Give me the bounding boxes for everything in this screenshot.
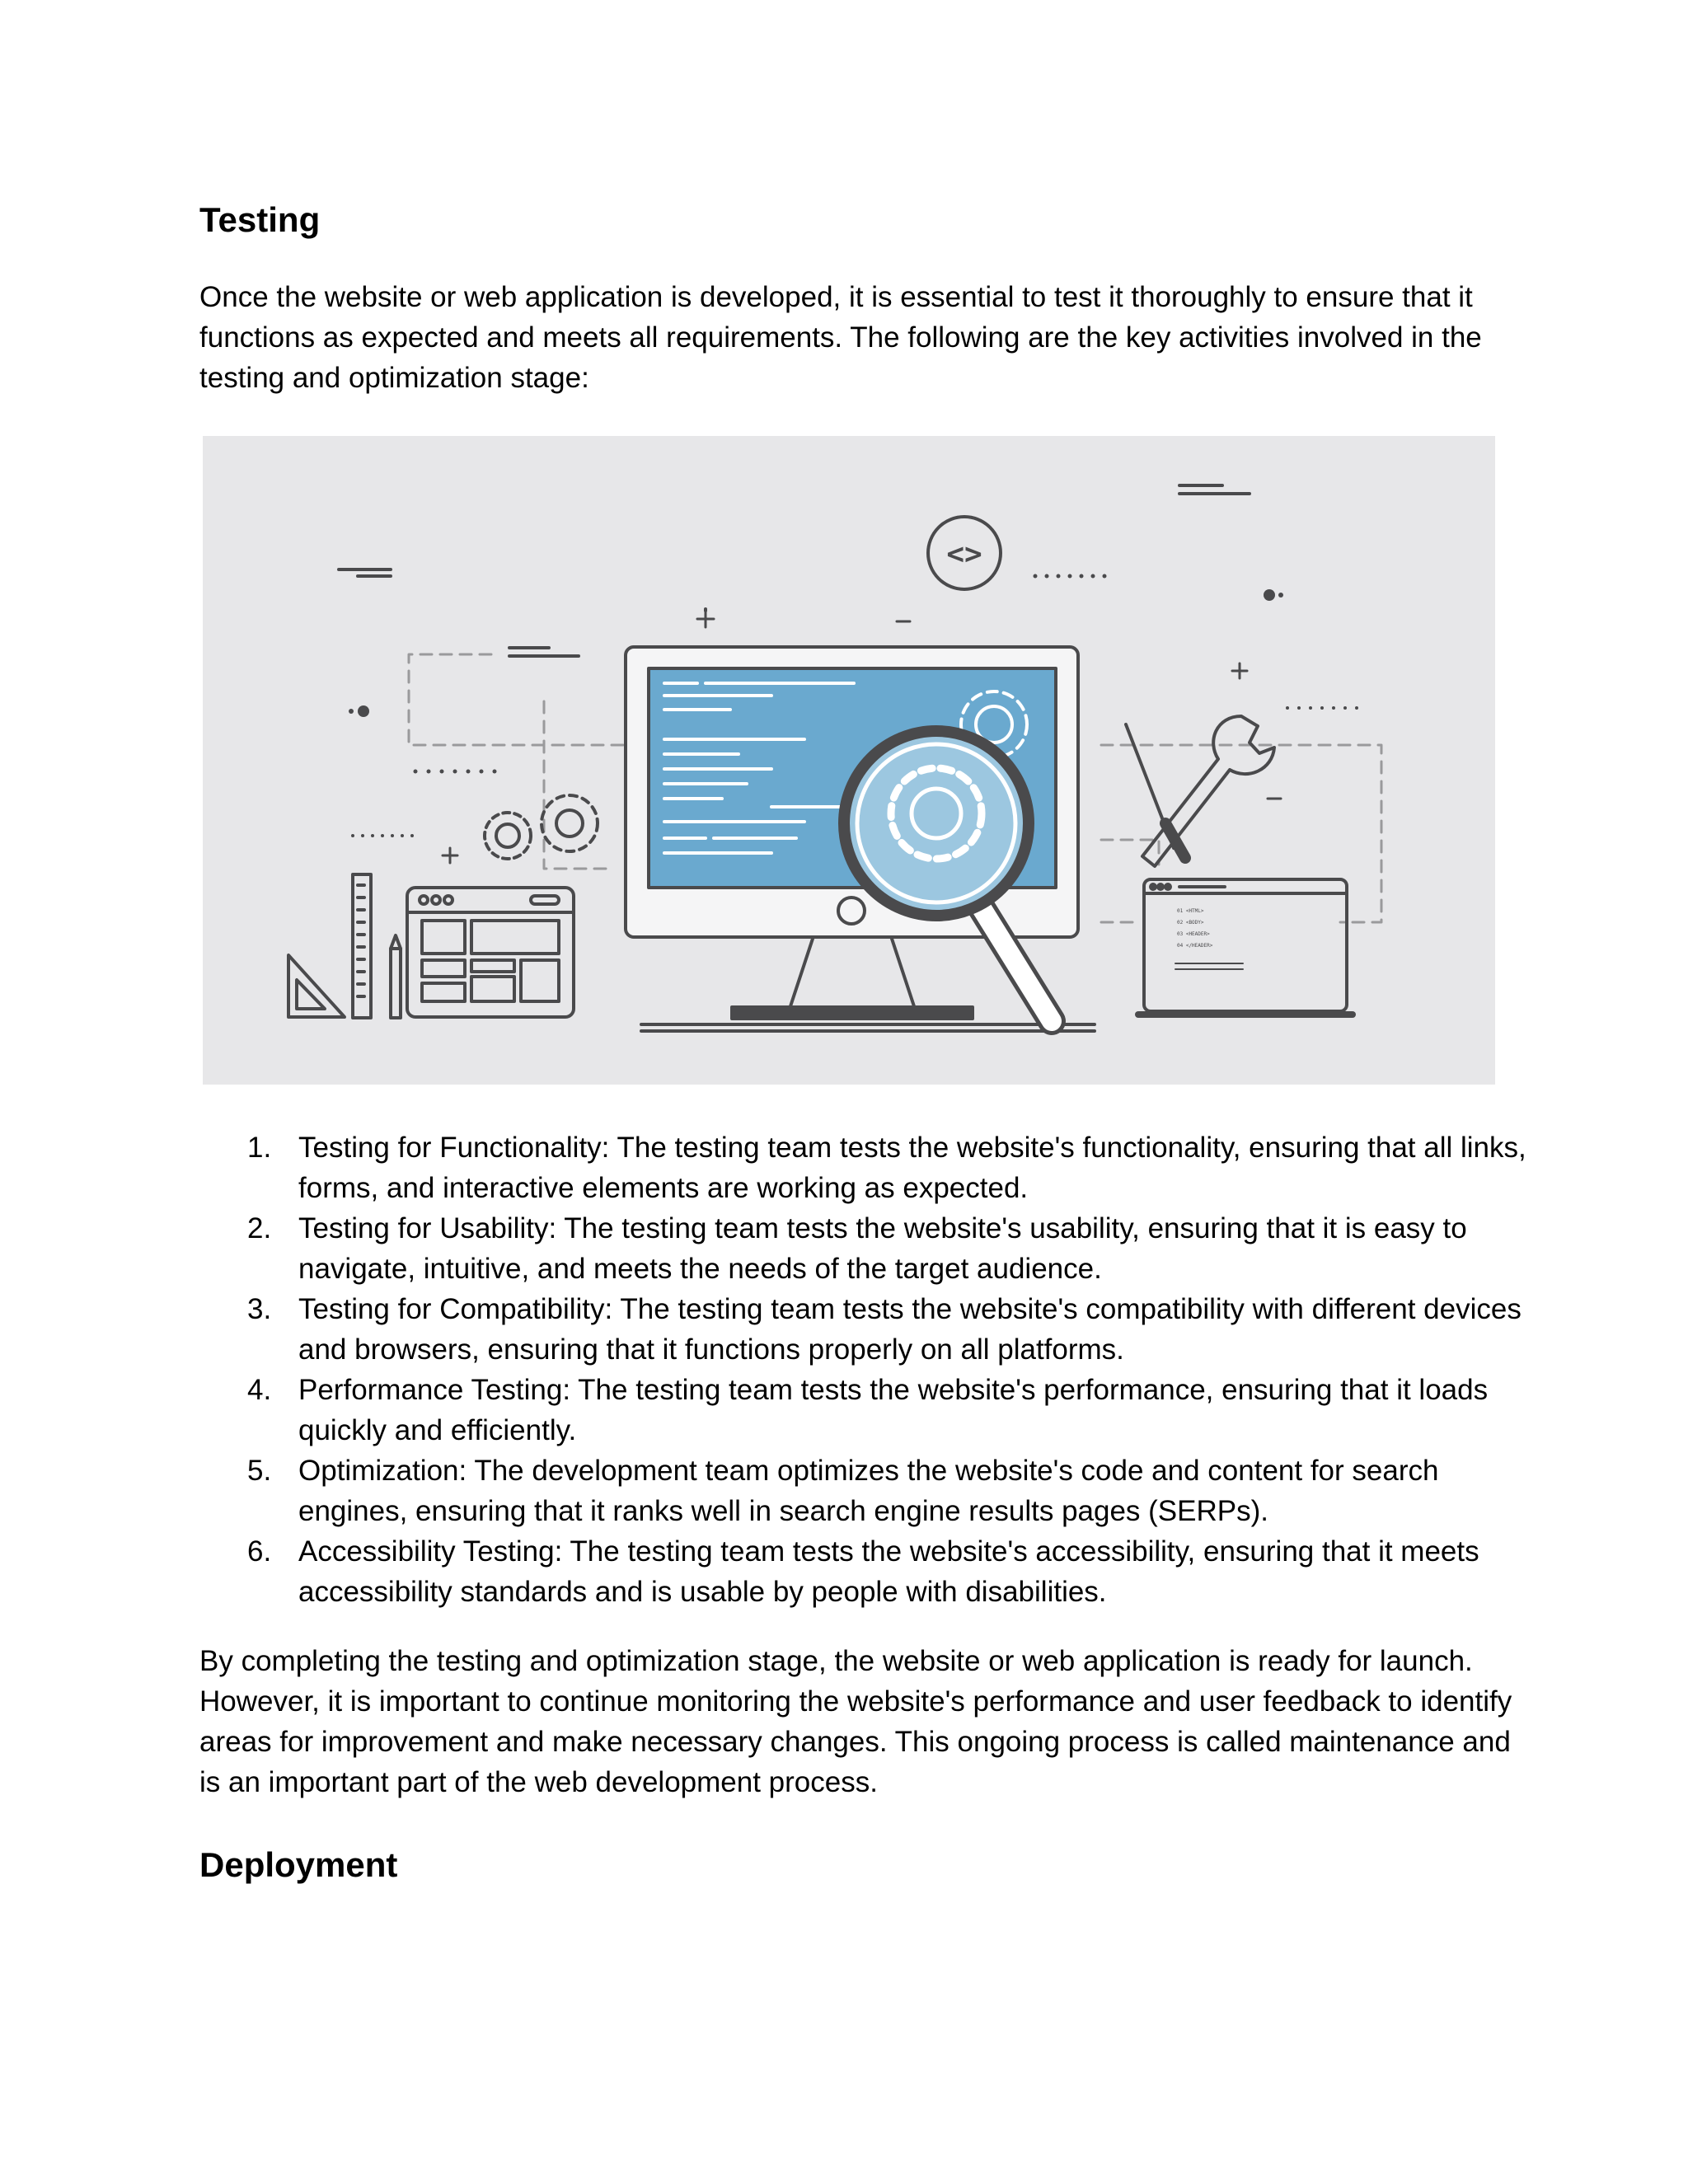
intro-paragraph: Once the website or web application is developed, it is essential to test it thoroughly to ensure that it functions as expected and meets all requirements. The following are the key activities involved in the testing and optimization stage: [199,281,1482,394]
list-item-text: Testing for Functionality: The testing team tests the website's functionality, ensuring that all links, forms, and interactive elements are working as expected. [298,1132,1526,1204]
drawing-tools [288,874,401,1018]
list-item-text: Accessibility Testing: The testing team tests the website's accessibility, ensuring that it meets accessibility standards and is usable by people with disabilities. [298,1535,1479,1608]
laptop-code-line: 01 <HTML> [1177,908,1204,914]
list-item-text: Optimization: The development team optimizes the website's code and content for search engines, ensuring that it ranks well in search engine results pages (SERPs). [298,1455,1439,1527]
laptop-code-line: 02 <BODY> [1177,920,1204,926]
laptop [1138,879,1353,1015]
testing-illustration [203,436,1495,1085]
list-item-number: 2. [247,1212,272,1244]
list-item-number: 4. [247,1374,272,1406]
wireframe-browser [407,888,574,1017]
list-item [199,1289,1535,1370]
list-item [199,1531,1535,1612]
list-item-text: Testing for Usability: The testing team tests the website's usability, ensuring that it is easy to navigate, intuitive, and meets the needs of the target audience. [298,1212,1467,1285]
section-heading-deployment: Deployment [199,1845,398,1884]
left-gears [485,795,598,859]
list-item [199,1208,1535,1289]
tools-crossed [1126,716,1274,866]
list-item [199,1451,1535,1531]
laptop-code [1177,908,1213,949]
outro-paragraph: By completing the testing and optimization stage, the website or web application is ready for launch. However, it is important to continue monitoring the website's performance and user feedback to identify areas for improvement and make necessary changes. This ongoing process is called maintenance and is an important part of the web development process. [199,1645,1512,1798]
laptop-code-line: 03 <HEADER> [1177,931,1210,937]
illustration-svg [203,436,1495,1085]
list-item [199,1370,1535,1451]
section-heading-testing: Testing [199,200,321,239]
list-item-text: Testing for Compatibility: The testing team tests the website's compatibility with different devices and browsers, ensuring that it functions properly on all platforms. [298,1293,1522,1366]
code-tag-icon: <> [946,537,982,571]
testing-activities-list [199,1127,1535,1612]
laptop-code-line: 04 </HEADER> [1177,943,1213,949]
list-item-number: 3. [247,1293,272,1325]
decor-lines [339,485,1250,656]
list-item-text: Performance Testing: The testing team tests the website's performance, ensuring that it loads quickly and efficiently. [298,1374,1489,1446]
list-item-number: 5. [247,1455,272,1487]
list-item-number: 1. [247,1132,272,1164]
list-item-number: 6. [247,1535,272,1568]
list-item [199,1127,1535,1208]
